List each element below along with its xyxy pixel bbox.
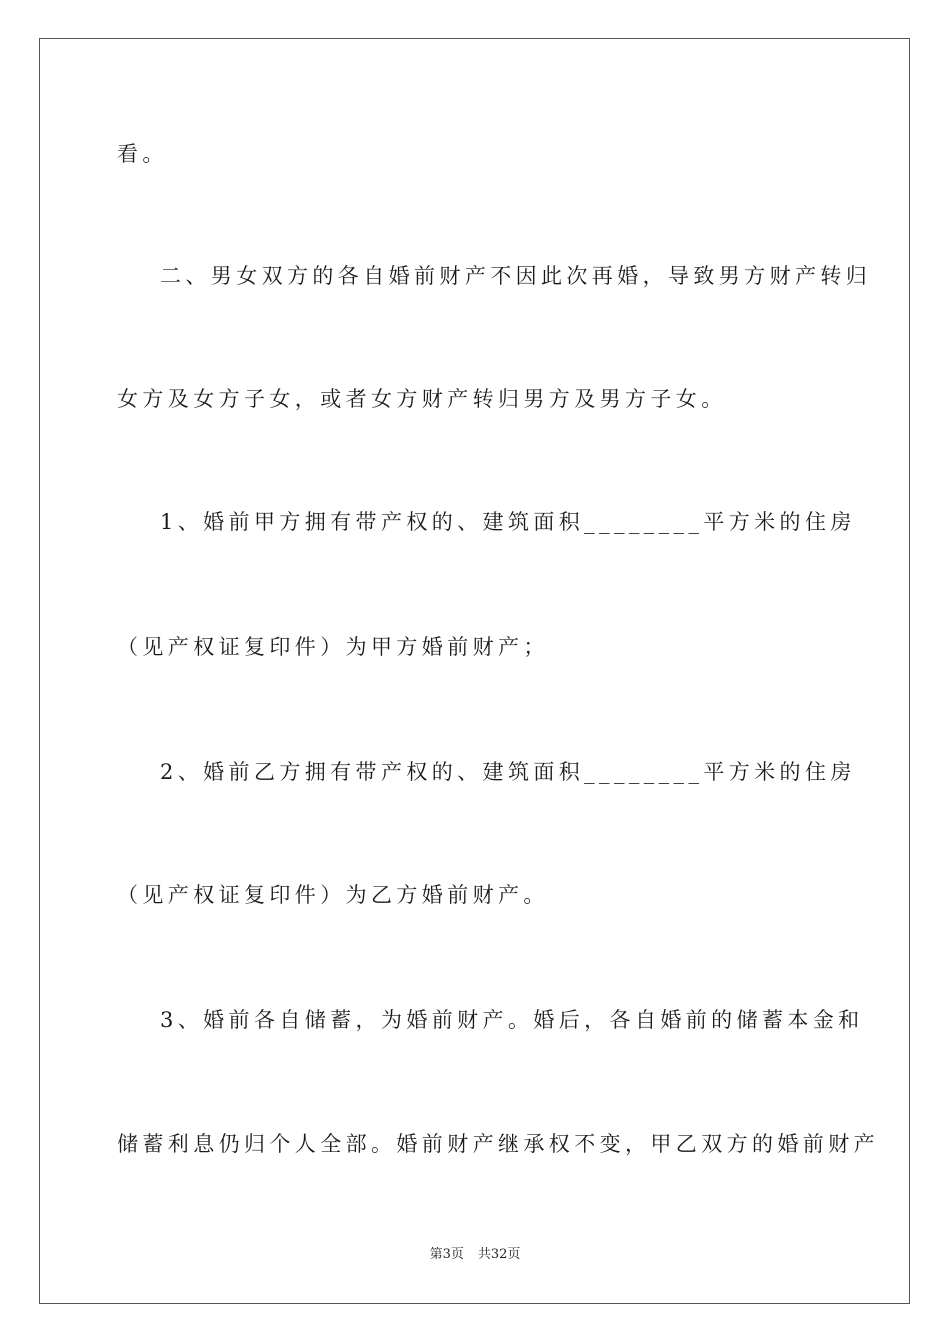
text-line-9: 储蓄利息仍归个人全部。婚前财产继承权不变，甲乙双方的婚前财产 bbox=[117, 1132, 879, 1156]
text-line-1: 看。 bbox=[117, 142, 168, 166]
page-footer bbox=[0, 1247, 950, 1263]
text-line-2: 二、男女双方的各自婚前财产不因此次再婚，导致男方财产转归 bbox=[160, 264, 872, 288]
text-line-8: 3、婚前各自储蓄，为婚前财产。婚后，各自婚前的储蓄本金和 bbox=[160, 1008, 864, 1032]
page-number: 第3页 bbox=[429, 1247, 464, 1262]
page-border bbox=[39, 38, 910, 1304]
text-line-3: 女方及女方子女，或者女方财产转归男方及男方子女。 bbox=[117, 387, 727, 411]
text-line-4: 1、婚前甲方拥有带产权的、建筑面积________平方米的住房 bbox=[160, 510, 856, 534]
text-line-5: （见产权证复印件）为甲方婚前财产； bbox=[117, 635, 549, 659]
page-total: 共32页 bbox=[477, 1247, 521, 1262]
text-line-6: 2、婚前乙方拥有带产权的、建筑面积________平方米的住房 bbox=[160, 760, 856, 784]
text-line-7: （见产权证复印件）为乙方婚前财产。 bbox=[117, 883, 549, 907]
